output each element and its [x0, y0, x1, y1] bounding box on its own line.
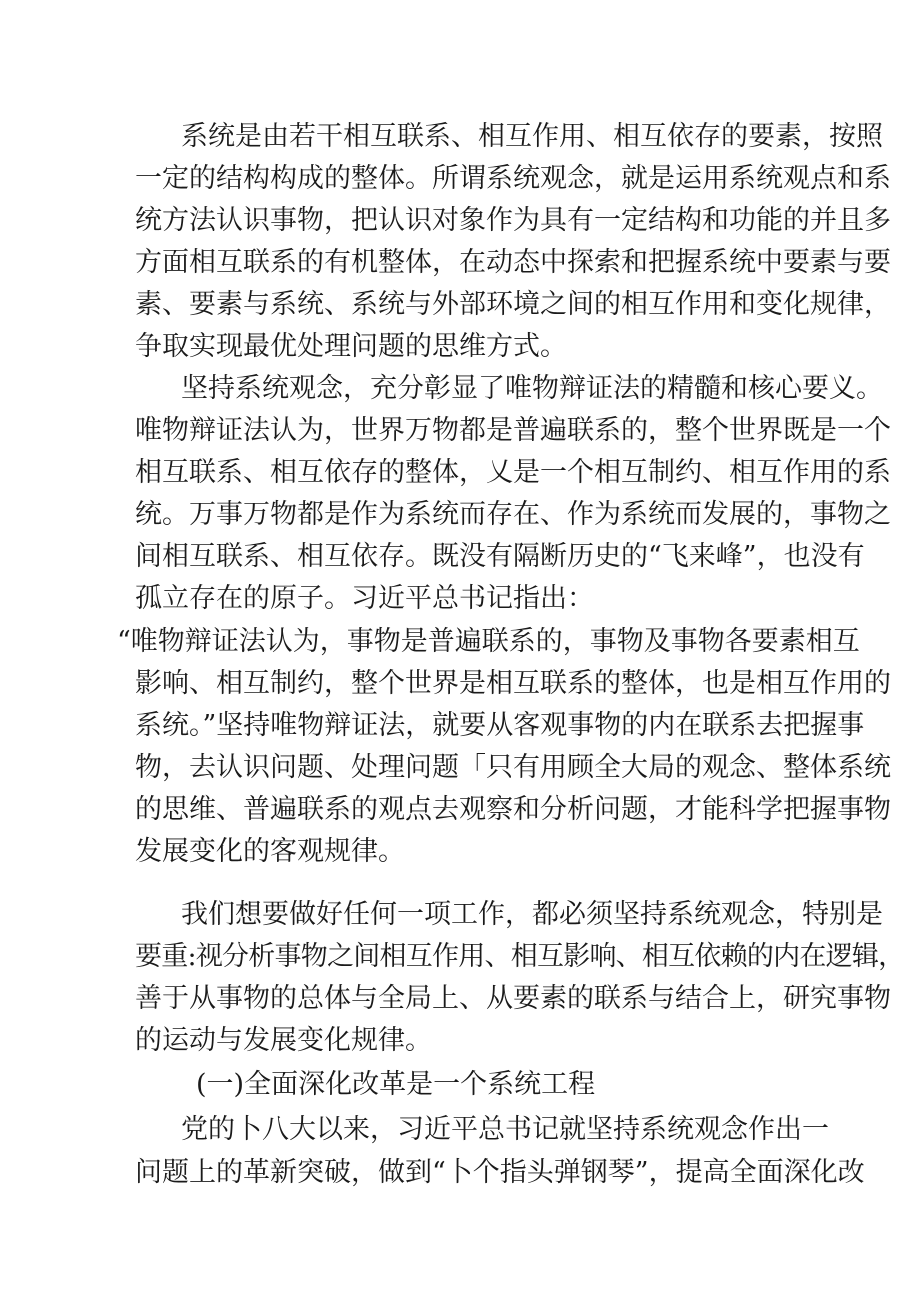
text-line-25: 问题上的革新突破，做到“卜个指头弹钢琴”，提高全面深化改 [135, 1157, 865, 1188]
text-line-22: 的运动与发展变化规律。 [135, 1025, 432, 1056]
text-line-20: 要重:视分析事物之间相互作用、相互影响、相互依赖的内在逻辑， [135, 941, 905, 972]
text-line-2: 一定的结构构成的整体。所谓系统观念，就是运用系统观点和系 [135, 163, 891, 194]
text-line-7: 坚持系统观念，充分彰显了唯物辩证法的精髓和核心要义。 [181, 373, 883, 404]
text-line-15: 系统。”坚持唯物辩证法，就要从客观事物的内在联系去把握事 [135, 710, 865, 741]
text-line-16: 物，去认识问题、处理问题「只有用顾全大局的观念、整体系统 [135, 752, 891, 783]
text-line-24: 党的卜八大以来，习近平总书记就坚持系统观念作出一 [181, 1114, 829, 1145]
text-line-8: 唯物辩证法认为，世界万物都是普遍联系的，整个世界既是一个 [135, 415, 891, 446]
text-line-1: 系统是由若干相互联系、相互作用、相互依存的要素，按照 [181, 121, 883, 152]
text-line-4: 方面相互联系的有机整体，在动态中探索和把握系统中要素与要 [135, 247, 891, 278]
text-line-11: 间相互联系、相互依存。既没有隔断历史的“飞来峰”，也没有 [135, 541, 865, 572]
text-line-17: 的思维、普遍联系的观点去观察和分析问题，才能科学把握事物 [135, 794, 891, 825]
text-line-14: 影响、相互制约，整个世界是相互联系的整体，也是相互作用的 [135, 668, 891, 699]
text-line-9: 相互联系、相互依存的整体，乂是一个相互制约、相互作用的系 [135, 457, 891, 488]
section-heading: (一)全面深化改革是一个系统工程 [196, 1069, 596, 1100]
text-line-19: 我们想要做好任何一项工作，都必须坚持系统观念，特别是 [181, 899, 883, 930]
text-line-6: 争取实现最优处理问题的思维方式。 [135, 331, 567, 362]
text-line-12: 孤立存在的原子。习近平总书记指出： [135, 583, 594, 614]
text-line-18: 发展变化的客观规律。 [135, 836, 405, 867]
text-line-21: 善于从事物的总体与全局上、从要素的联系与结合上，研究事物 [135, 983, 891, 1014]
text-line-5: 素、要素与系统、系统与外部环境之间的相互作用和变化规律， [135, 289, 891, 320]
text-line-3: 统方法认识事物，把认识对象作为具有一定结构和功能的并且多 [135, 205, 891, 236]
text-line-10: 统。万事万物都是作为系统而存在、作为系统而发展的，事物之 [135, 499, 891, 530]
text-line-13: “唯物辩证法认为，事物是普遍联系的，事物及事物各要素相互 [117, 626, 860, 657]
